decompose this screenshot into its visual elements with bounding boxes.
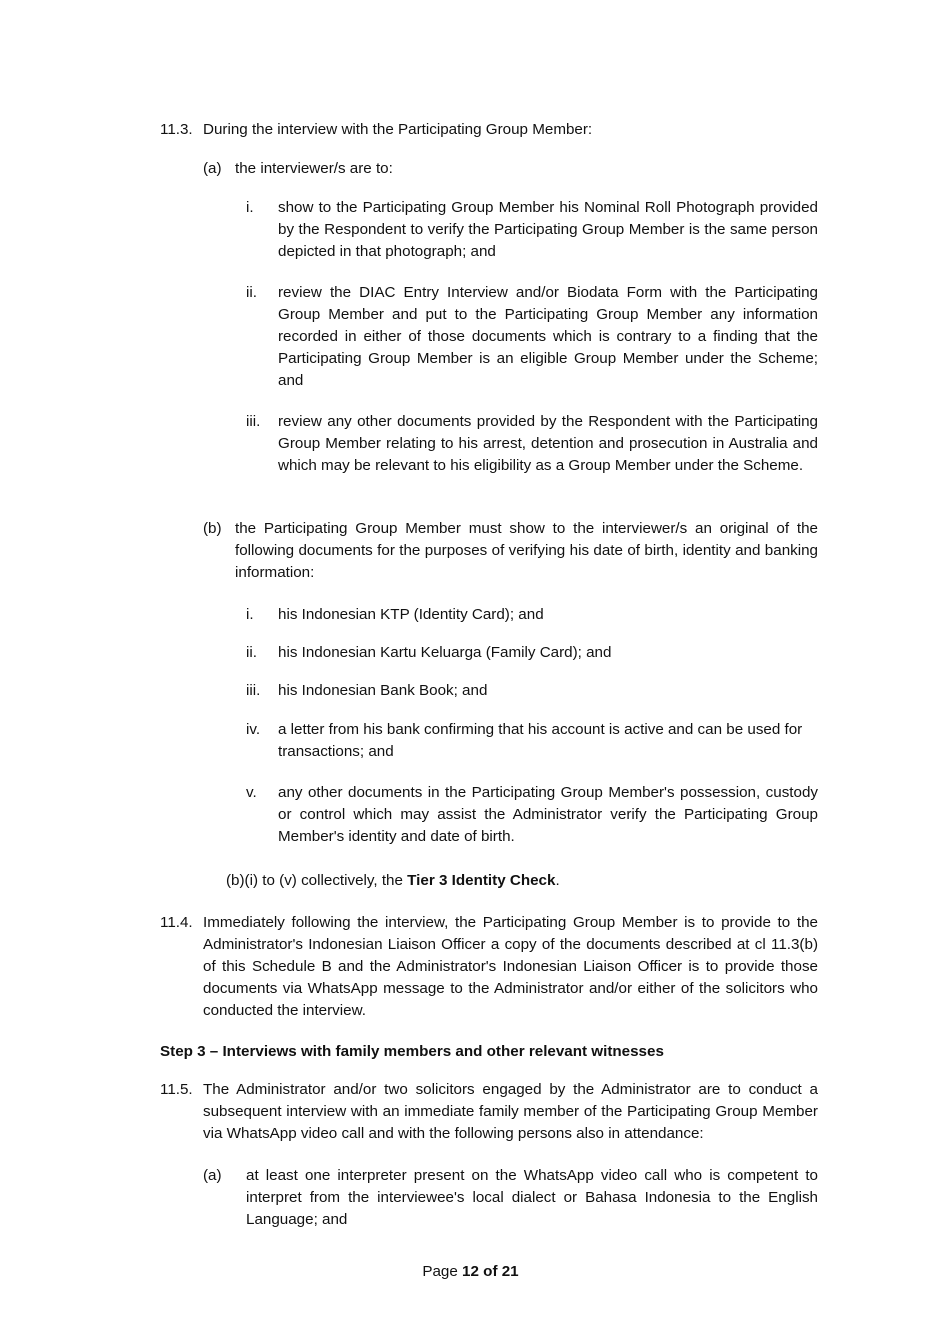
- clause-11-3-b-v-number: v.: [246, 784, 257, 801]
- tier-3-identity-check-definition: [226, 870, 818, 892]
- clause-11-3-b-iv-number: iv.: [246, 721, 261, 738]
- clause-11-3-b-i-text: his Indonesian KTP (Identity Card); and: [278, 606, 544, 623]
- clause-11-5-number: 11.5.: [160, 1081, 193, 1098]
- clause-11-3-b-ii-text: his Indonesian Kartu Keluarga (Family Card); and: [278, 644, 612, 661]
- clause-11-3-a-i-number: i.: [246, 199, 254, 216]
- definition-prefix: (b)(i) to (v) collectively, the: [226, 872, 408, 889]
- page-footer: [0, 1261, 941, 1283]
- clause-11-5-text: The Administrator and/or two solicitors engaged by the Administrator are to conduct a subsequent interview with an immediate family member of the Participating Group Member via WhatsApp video call and with the following persons also in attendance:: [203, 1081, 818, 1142]
- clause-11-3-b-text: the Participating Group Member must show to the interviewer/s an original of the following documents for the purposes of verifying his date of birth, identity and banking information:: [235, 520, 818, 581]
- clause-11-3-number: 11.3.: [160, 121, 193, 138]
- clause-11-3-b-i-number: i.: [246, 606, 254, 623]
- step-3-heading: Step 3 – Interviews with family members and other relevant witnesses: [160, 1043, 664, 1060]
- clause-11-3-a-iii-text: review any other documents provided by the Respondent with the Participating Group Member relating to his arrest, detention and prosecution in Australia and which may be relevant to his eligibility as a Group Member under the Scheme.: [278, 413, 818, 474]
- clause-11-3-b-v-text: any other documents in the Participating Group Member's possession, custody or control which may assist the Administrator verify the Participating Group Member's identity and date of birth.: [278, 784, 818, 845]
- footer-total-pages: 21: [501, 1263, 519, 1280]
- clause-11-3-b-ii-number: ii.: [246, 644, 257, 661]
- clause-11-3-a-text: the interviewer/s are to:: [235, 160, 393, 177]
- clause-11-3-b-iv-text: a letter from his bank confirming that his account is active and can be used for transactions; and: [278, 721, 803, 760]
- clause-11-3-b-iii-text: his Indonesian Bank Book; and: [278, 682, 488, 699]
- clause-11-4-number: 11.4.: [160, 914, 193, 931]
- definition-suffix: .: [555, 872, 560, 889]
- clause-11-3-b-iii-number: iii.: [246, 682, 261, 699]
- clause-11-3-a-i-text: show to the Participating Group Member his Nominal Roll Photograph provided by the Respondent to verify the Participating Group Member is the same person depicted in that photograph; and: [278, 199, 818, 260]
- footer-page-number: 12: [462, 1263, 479, 1280]
- defined-term: Tier 3 Identity Check: [407, 872, 556, 889]
- clause-11-3-a-label: (a): [203, 160, 222, 177]
- clause-11-5-a-text: at least one interpreter present on the WhatsApp video call who is competent to interpret from the interviewee's local dialect or Bahasa Indonesia to the English Language; and: [246, 1167, 818, 1228]
- clause-11-3-a-iii-number: iii.: [246, 413, 261, 430]
- clause-11-3-a-ii-number: ii.: [246, 284, 257, 301]
- clause-11-3-a-ii-text: review the DIAC Entry Interview and/or Biodata Form with the Participating Group Member and put to the Participating Group Member any information recorded in either of those documents which is contrary to a finding that the Participating Group Member is an eligible Group Member under the Scheme; and: [278, 284, 818, 389]
- clause-11-3-b-label: (b): [203, 520, 222, 537]
- clause-11-4-text: Immediately following the interview, the Participating Group Member is to provide to the Administrator's Indonesian Liaison Officer a copy of the documents described at cl 11.3(b) of this Schedule B and the Administrator's Indonesian Liaison Officer is to provide those documents via WhatsApp message to the Administrator and/or either of the solicitors who conducted the interview.: [203, 914, 818, 1019]
- clause-11-5-a-label: (a): [203, 1167, 222, 1184]
- footer-page-prefix: Page: [422, 1263, 463, 1280]
- clause-11-3-text: During the interview with the Participating Group Member:: [203, 121, 593, 138]
- footer-of: of: [478, 1263, 502, 1280]
